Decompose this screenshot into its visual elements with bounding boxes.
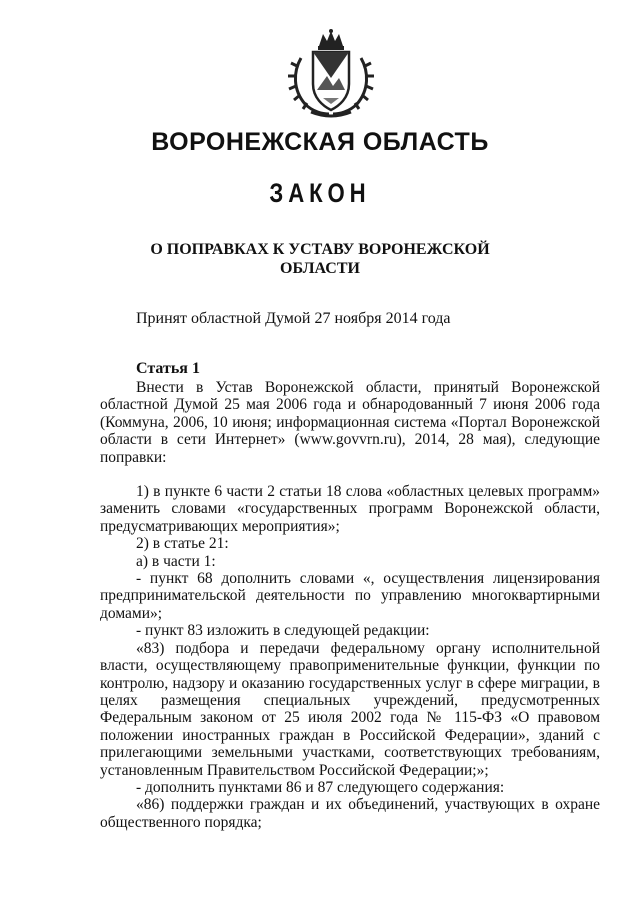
- paragraph: Внести в Устав Воронежской области, принятый Воронежской областной Думой 25 мая 2006 года и обнародованный 7 июня 2006 года (Коммуна, 2006, 10 июня; информационная система «Портал Воронежской области в сети Интернет» (www.govvrn.ru), 2014, 28 мая), следующие поправки:: [100, 379, 600, 466]
- paragraph: - пункт 68 дополнить словами «, осуществления лицензирования предпринимательской деятельности по управлению многоквартирными домами»;: [100, 570, 600, 622]
- paragraph: 1) в пункте 6 части 2 статьи 18 слова «областных целевых программ» заменить словами «государственных программ Воронежской области, предусматривающих мероприятия»;: [100, 483, 600, 535]
- coat-of-arms-emblem: [283, 28, 379, 120]
- document-type-title: ЗАКОН: [269, 178, 371, 208]
- law-subtitle-line-1: О ПОПРАВКАХ К УСТАВУ ВОРОНЕЖСКОЙ: [150, 241, 490, 258]
- law-subtitle-line-2: ОБЛАСТИ: [280, 260, 360, 277]
- paragraph: - пункт 83 изложить в следующей редакции:: [136, 622, 430, 640]
- paragraph: - дополнить пунктами 86 и 87 следующего содержания:: [136, 778, 505, 796]
- law-subtitle: [150, 240, 490, 278]
- adoption-date-line: Принят областной Думой 27 ноября 2014 года: [136, 310, 451, 327]
- article-title: Статья 1: [136, 360, 200, 377]
- region-title: ВОРОНЕЖСКАЯ ОБЛАСТЬ: [151, 128, 489, 156]
- article-body: [100, 379, 600, 831]
- paragraph: «83) подбора и передачи федеральному органу исполнительной власти, осуществляющему правоприменительные функции, функции по контролю, надзору и оказанию государственных услуг в сфере миграции, в целях размещения специальных учреждений, предусмотренных Федеральным законом от 25 июля 2002 года № 115-ФЗ «О правовом положении иностранных граждан в Российской Федерации», зданий с прилегающими земельными участками, соответствующих требованиям, установленным Правительством Российской Федерации;»;: [100, 639, 600, 779]
- paragraph: «86) поддержки граждан и их объединений, участвующих в охране общественного порядка;: [100, 796, 600, 831]
- paragraph: 2) в статье 21:: [136, 535, 229, 553]
- paragraph: а) в части 1:: [136, 552, 216, 570]
